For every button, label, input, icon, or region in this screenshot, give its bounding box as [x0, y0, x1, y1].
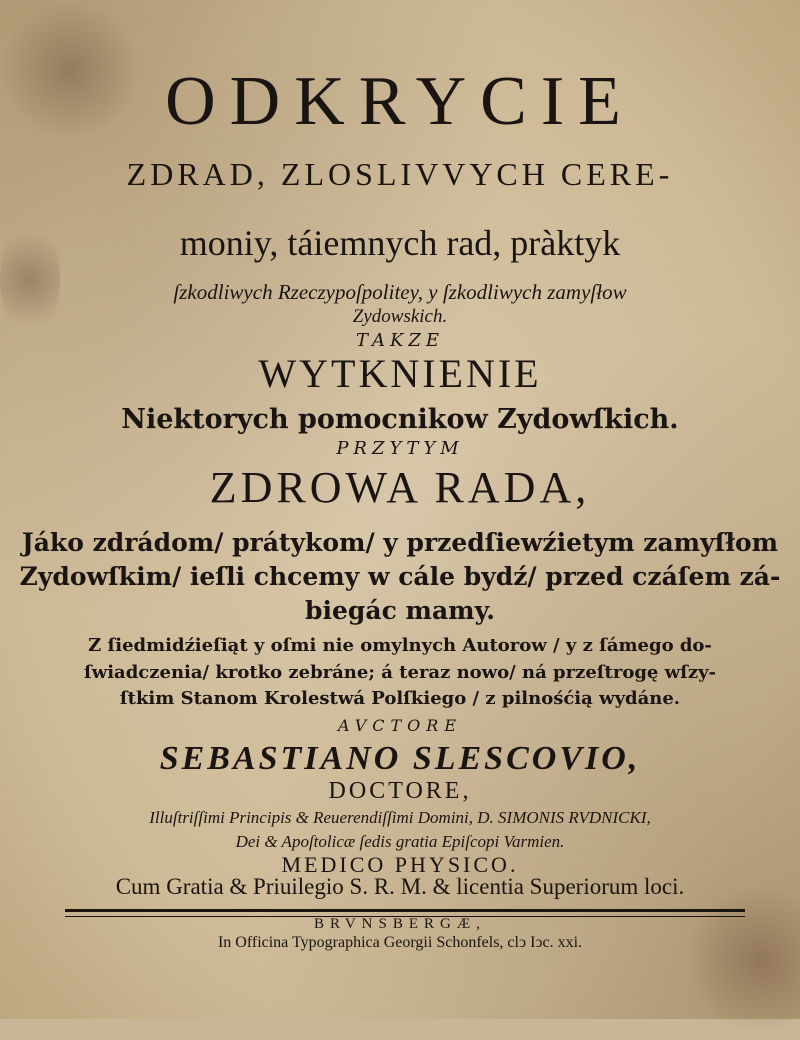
- body-line: ſwiadczenia/ krotko zebráne; á teraz nowo/ ná przeſtrogę wſzy-: [83, 662, 717, 683]
- subtitle-line: Zydowskich.: [352, 306, 448, 327]
- imprint-place: BRVNSBERGÆ,: [314, 916, 486, 932]
- section-word: TAKZE: [355, 330, 445, 351]
- author-name: SEBASTIANO SLESCOVIO,: [159, 740, 641, 777]
- section-heading: ZDROWA RADA,: [209, 463, 591, 512]
- main-title: ODKRYCIE: [165, 63, 635, 140]
- patron-line: Illuſtriſſimi Principis & Reuerendiſſimi Domini, D. SIMONIS RVDNICKI,: [149, 808, 651, 827]
- section-heading: WYTKNIENIE: [258, 351, 542, 396]
- author-label: AVCTORE: [337, 716, 463, 735]
- subtitle-line: moniy, táiemnych rad, pràktyk: [179, 223, 621, 263]
- body-line: biegác mamy.: [305, 596, 495, 625]
- body-line: ſtkim Stanom Krolestwá Polſkiego / z pilnośćią wydáne.: [119, 688, 681, 709]
- body-line: Z ſiedmidźieſiąt y oſmi nie omylnych Autorow / y z ſámego do-: [88, 635, 712, 656]
- body-line: Zydowſkim/ ieſli chcemy w cále bydź/ przed czáſem zá-: [19, 562, 781, 591]
- stain: [690, 880, 800, 1040]
- privilege-line: Cum Gratia & Priuilegio S. R. M. & licentia Superiorum loci.: [115, 874, 685, 899]
- patron-line: Dei & Apoſtolicæ ſedis gratia Epiſcopi Varmien.: [235, 832, 565, 851]
- author-role: MEDICO PHYSICO.: [281, 852, 519, 877]
- section-word: PRZYTYM: [336, 438, 464, 459]
- author-title: DOCTORE,: [328, 778, 472, 804]
- body-line: Niektorych pomocnikow Zydowſkich.: [121, 404, 679, 435]
- subtitle-line: ZDRAD, ZLOSLIVVYCH CERE-: [126, 156, 674, 192]
- body-line: Jáko zdrádom/ prátykom/ y przedſiewźietym zamyſłom: [21, 528, 779, 557]
- subtitle-line: ſzkodliwych Rzeczypoſpolitey, y ſzkodliwych zamyſłow: [173, 280, 627, 304]
- imprint-printer: In Officina Typographica Georgii Schonfels, clↄ Iↄc. xxi.: [217, 934, 583, 951]
